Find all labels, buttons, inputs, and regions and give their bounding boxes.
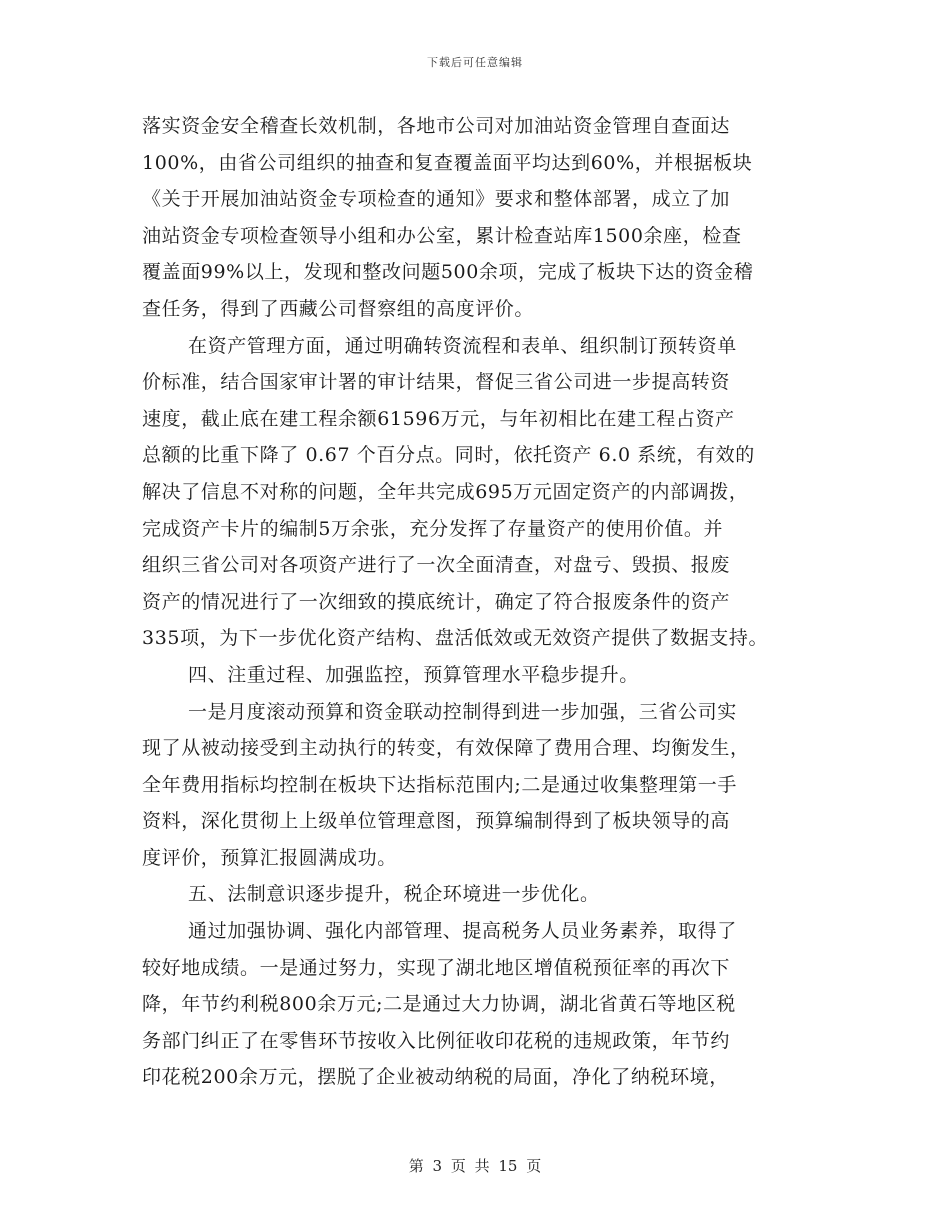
text-line: 度评价，预算汇报圆满成功。	[142, 846, 397, 869]
text-line: 落实资金安全稽查长效机制，各地市公司对加油站资金管理自查面达	[142, 115, 731, 137]
text-line: 价标准，结合国家审计署的审计结果，督促三省公司进一步提高转资	[142, 371, 731, 394]
text-line: 通过加强协调、强化内部管理、提高税务人员业务素养，取得了	[188, 920, 737, 943]
document-body	[142, 108, 822, 1096]
text-line: 速度，截止底在建工程余额61596万元，与年初相比在建工程占资产	[142, 407, 735, 430]
text-line: 总额的比重下降了 0.67 个百分点。同时，依托资产 6.0 系统，有效的	[142, 444, 755, 467]
text-line: 解决了信息不对称的问题，全年共完成695万元固定资产的内部调拨，	[142, 480, 749, 503]
text-line: 一是月度滚动预算和资金联动控制得到进一步加强，三省公司实	[188, 700, 737, 723]
text-line: 组织三省公司对各项资产进行了一次全面清查，对盘亏、毁损、报废	[142, 554, 731, 577]
page-header-note: 下载后可任意编辑	[427, 56, 523, 69]
text-line: 印花税200余万元，摆脱了企业被动纳税的局面，净化了纳税环境，	[142, 1066, 729, 1089]
text-line: 资料，深化贯彻上上级单位管理意图，预算编制得到了板块领导的高	[142, 810, 731, 833]
text-line: 四、注重过程、加强监控，预算管理水平稳步提升。	[188, 663, 639, 686]
text-line: 100%，由省公司组织的抽查和复查覆盖面平均达到60%，并根据板块	[142, 151, 753, 174]
text-line: 查任务，得到了西藏公司督察组的高度评价。	[142, 297, 535, 320]
text-line: 335项，为下一步优化资产结构、盘活低效或无效资产提供了数据支持。	[142, 627, 769, 650]
text-line: 全年费用指标均控制在板块下达指标范围内;二是通过收集整理第一手	[142, 773, 738, 796]
text-line: 覆盖面99%以上，发现和整改问题500余项，完成了板块下达的资金稽	[142, 261, 754, 284]
text-line: 《关于开展加油站资金专项检查的通知》要求和整体部署，成立了加	[142, 188, 731, 211]
page-number: 第 3 页 共 15 页	[408, 1157, 542, 1175]
text-line: 五、法制意识逐步提升，税企环境进一步优化。	[188, 883, 600, 906]
text-line: 较好地成绩。一是通过努力，实现了湖北地区增值税预征率的再次下	[142, 956, 731, 979]
text-line: 资产的情况进行了一次细致的摸底统计，确定了符合报废条件的资产	[142, 590, 731, 613]
text-line: 降，年节约利税800余万元;二是通过大力协调，湖北省黄石等地区税	[142, 993, 736, 1016]
text-line: 油站资金专项检查领导小组和办公室，累计检查站库1500余座，检查	[142, 224, 742, 247]
text-line: 务部门纠正了在零售环节按收入比例征收印花税的违规政策，年节约	[142, 1029, 731, 1052]
text-line: 现了从被动接受到主动执行的转变，有效保障了费用合理、均衡发生，	[142, 737, 750, 760]
text-line: 在资产管理方面，通过明确转资流程和表单、组织制订预转资单	[188, 334, 737, 357]
text-line: 完成资产卡片的编制5万余张，充分发挥了存量资产的使用价值。并	[142, 517, 724, 540]
